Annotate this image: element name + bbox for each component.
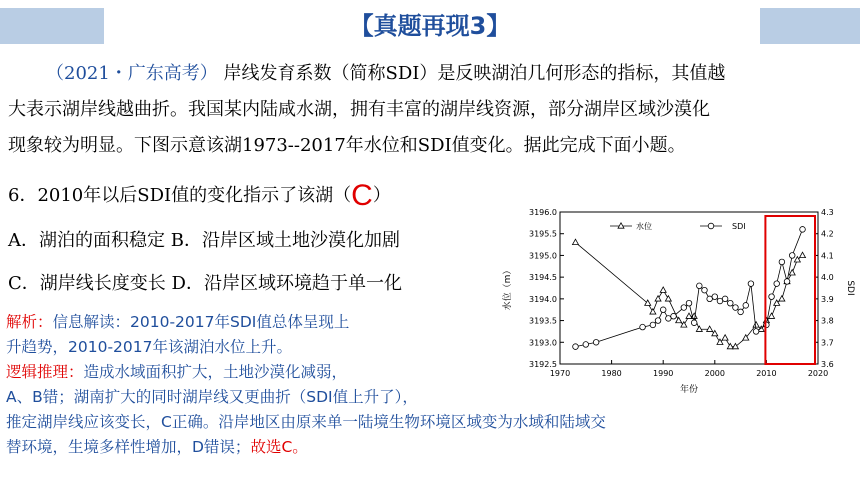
legend-marker-water [618, 223, 624, 228]
sdi-point [650, 322, 656, 328]
y-left-tick-label: 3193.5 [529, 316, 557, 326]
explanation-line-1: 解析：信息解读：2010-2017年SDI值总体呈现上 [6, 313, 350, 331]
y-left-tick-label: 3195.5 [529, 229, 557, 239]
answer-mark: C [351, 179, 373, 212]
sdi-point [753, 329, 759, 335]
intro-line-1: （2021・广东高考） 岸线发育系数（简称SDI）是反映湖泊几何形态的指标，其值越 [46, 63, 726, 84]
sdi-point [691, 320, 697, 326]
water-level-point [732, 343, 738, 348]
water-level-point [645, 300, 651, 305]
sdi-point [697, 283, 703, 289]
water-level-point [572, 239, 578, 244]
x-tick-label: 2000 [704, 369, 725, 378]
question-source: （2021・广东高考） [46, 63, 218, 84]
y-left-tick-label: 3196.0 [529, 208, 557, 217]
sdi-point [748, 281, 754, 287]
x-axis-label: 年份 [679, 385, 699, 395]
water-level-point [789, 270, 795, 275]
water-level-point [779, 296, 785, 301]
sdi-point [593, 339, 599, 345]
water-level-point [686, 313, 692, 318]
water-level-point [722, 335, 728, 340]
conclusion: 故选C。 [250, 438, 308, 456]
water-level-point [727, 343, 733, 348]
legend-label-water: 水位 [636, 222, 652, 231]
y-left-tick-label: 3192.5 [529, 360, 557, 369]
y-right-tick-label: 3.7 [821, 338, 834, 348]
y-right-tick-label: 4.3 [821, 208, 834, 217]
x-tick-label: 1970 [549, 369, 571, 378]
y-left-tick-label: 3194.0 [529, 294, 557, 304]
intro-line-2: 大表示湖岸线越曲折。我国某内陆咸水湖，拥有丰富的湖岸线资源，部分湖岸区域沙漠化 [8, 99, 710, 120]
explanation-line-4: A、B错；湖南扩大的同时湖岸线又更曲折（SDI值上升了）， [6, 388, 418, 406]
options-row-2 [8, 272, 402, 296]
y-right-tick-label: 3.6 [821, 360, 834, 369]
sdi-point [784, 279, 790, 285]
explanation-line-3: 逻辑推理：造成水域面积扩大，土地沙漠化减弱， [6, 363, 348, 381]
sdi-point [655, 318, 661, 324]
sdi-point [712, 294, 718, 300]
explanation-line-5: 推定湖岸线应该变长，C正确。沿岸地区由原来单一陆境生物环境区域变为水域和陆域交 [6, 413, 606, 431]
options-row-1 [8, 229, 400, 253]
option-d: D．沿岸区域环境趋于单一化 [171, 273, 402, 294]
option-a: A．湖泊的面积稳定 [8, 230, 165, 251]
sdi-point [583, 342, 589, 348]
sdi-point [686, 300, 692, 306]
sdi-point [800, 227, 806, 233]
sdi-point [733, 305, 739, 311]
water-level-point [800, 252, 806, 257]
y-right-tick-label: 3.8 [821, 316, 834, 326]
water-level-point [665, 296, 671, 301]
sdi-point [727, 300, 733, 306]
option-b: B．沿岸区域土地沙漠化加剧 [170, 230, 400, 251]
water-level-point [769, 313, 775, 318]
sdi-point [789, 253, 795, 259]
intro-line-3: 现象较为明显。下图示意该湖1973--2017年水位和SDI值变化。据此完成下面小题。 [8, 135, 686, 156]
x-tick-label: 2020 [807, 369, 829, 378]
x-tick-label: 1980 [601, 369, 622, 378]
legend-label-sdi: SDI [732, 222, 746, 231]
x-tick-label: 2010 [756, 369, 777, 378]
y-left-axis-label: 水位（m） [503, 265, 513, 311]
y-right-tick-label: 4.1 [821, 251, 834, 261]
legend-marker-sdi [708, 223, 714, 229]
sdi-point [779, 259, 785, 265]
y-left-tick-label: 3195.0 [529, 251, 557, 261]
y-right-axis-label: SDI [845, 280, 855, 296]
water-level-point [660, 287, 666, 292]
sdi-point [769, 294, 775, 300]
sdi-point [660, 307, 666, 313]
y-right-tick-label: 4.0 [821, 273, 834, 283]
y-right-tick-label: 3.9 [821, 294, 834, 304]
sdi-point [640, 324, 646, 330]
option-c: C．湖岸线长度变长 [8, 273, 166, 294]
highlight-box [765, 216, 815, 364]
sdi-point [774, 281, 780, 287]
water-level-point [676, 317, 682, 322]
water-level-point [650, 309, 656, 314]
water-level-point [753, 322, 759, 327]
water-level-sdi-chart [500, 200, 856, 400]
series-line-1 [575, 242, 802, 346]
water-level-point [655, 296, 661, 301]
y-right-tick-label: 4.2 [821, 229, 834, 239]
explanation-line-6: 替环境，生境多样性增加，D错误；故选C。 [6, 438, 308, 456]
water-level-point [707, 326, 713, 331]
sdi-point [717, 298, 723, 304]
sdi-point [707, 296, 713, 302]
sdi-point [573, 344, 579, 350]
water-level-point [696, 326, 702, 331]
sdi-point [722, 296, 728, 302]
sdi-point [671, 313, 677, 319]
sdi-point [743, 303, 749, 309]
sdi-point [681, 305, 687, 311]
sdi-point [666, 316, 672, 322]
y-left-tick-label: 3194.5 [529, 273, 557, 283]
page-title: 【真题再现3】 [349, 12, 511, 40]
explanation-line-2: 升趋势，2010-2017年该湖泊水位上升。 [6, 338, 292, 356]
question-stem: 6．2010年以后SDI值的变化指示了该湖（C） [8, 179, 391, 212]
sdi-point [702, 287, 708, 293]
series-line-2 [575, 229, 802, 346]
sdi-point [738, 309, 744, 315]
y-left-tick-label: 3193.0 [529, 338, 557, 348]
x-tick-label: 1990 [653, 369, 674, 378]
